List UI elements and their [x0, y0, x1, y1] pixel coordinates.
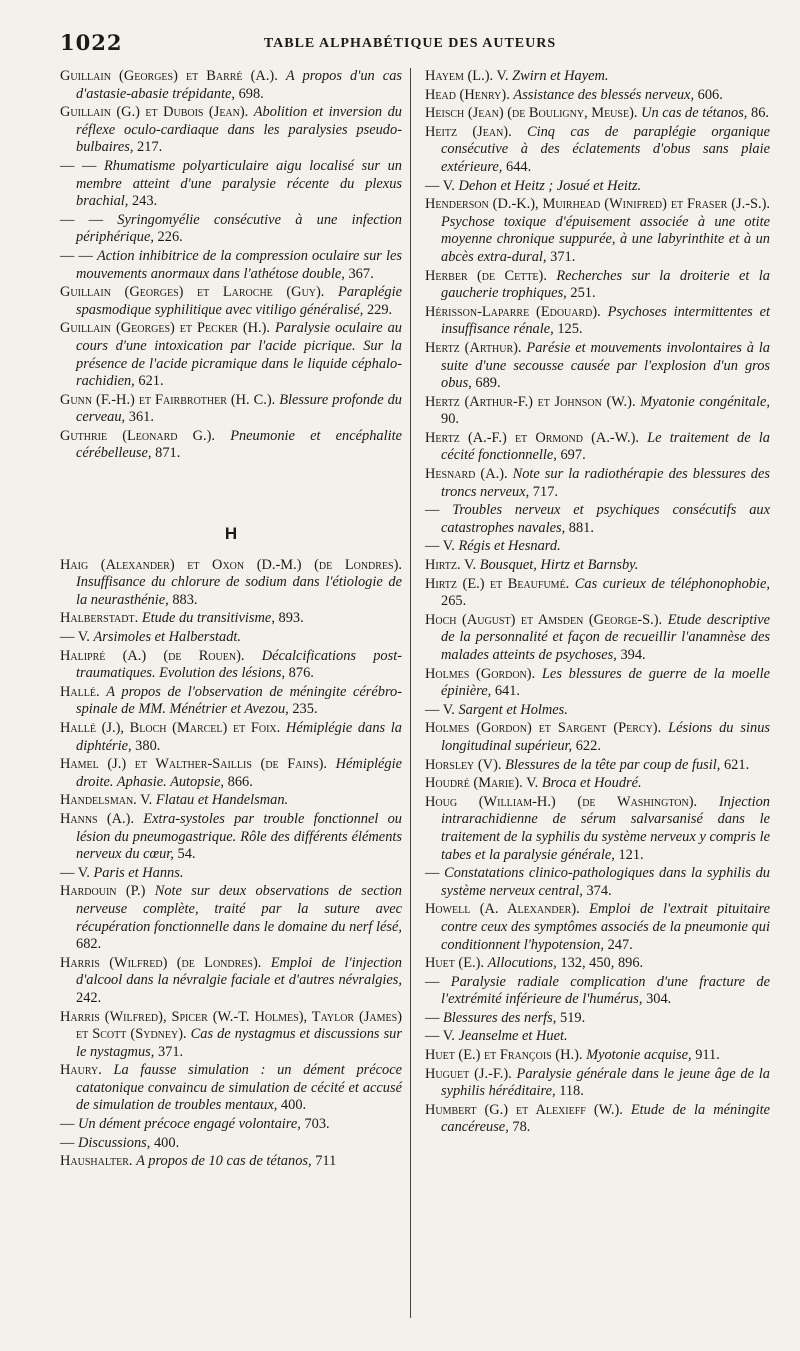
entry-title: Insuffisance du chlorure de sodium dans l'étiologie de la neurasthénie, [76, 574, 402, 608]
entry-title: Etude de la méningite cancéreuse, [441, 1101, 770, 1136]
entry-title: Hémiplégie dans la diphtérie, [76, 720, 402, 754]
entry-title: Broca et Houdré. [541, 775, 642, 792]
entry-page-ref: 703. [304, 1116, 330, 1133]
index-entry [425, 702, 770, 720]
entry-page-ref: 689. [475, 375, 501, 392]
entry-page-ref: 400. [153, 1134, 180, 1151]
entry-page-ref: 622. [575, 737, 601, 754]
entry-title: A propos d'un cas d'astasie-abasie trépidante, [76, 68, 402, 102]
entry-title: Action inhibitrice de la compression oculaire sur les mouvements anormaux dans l'athétose double, [76, 247, 402, 282]
index-entry [425, 105, 770, 123]
entry-title: Jeanselme et Huet. [458, 1028, 568, 1045]
index-entry [425, 502, 770, 537]
index-entry [60, 557, 402, 610]
entry-authors: — [60, 1134, 75, 1151]
index-entry [425, 1010, 770, 1028]
entry-authors: Hertz (Arthur). [425, 339, 522, 356]
index-entry [425, 196, 770, 266]
entry-page-ref: 374. [586, 882, 612, 899]
entry-authors: Heisch (Jean) (de Bouligny, Meuse). [425, 105, 638, 122]
entry-authors: Holmes (Gordon). [425, 665, 536, 682]
index-entry [425, 466, 770, 501]
index-entry [60, 392, 402, 427]
index-entry [60, 1116, 402, 1134]
entry-page-ref: 367. [348, 265, 374, 282]
entry-page-ref: 217. [137, 139, 163, 156]
entry-authors: Henderson (D.-K.), Muirhead (Winifred) et Fraser (J.-S.). [425, 196, 770, 213]
entry-page-ref: 54. [177, 846, 196, 863]
entry-page-ref: 380. [135, 737, 161, 754]
entry-authors: — V. [60, 864, 90, 881]
entry-page-ref: 121. [618, 846, 644, 863]
index-entry [425, 974, 770, 1009]
entry-page-ref: 371. [157, 1043, 184, 1060]
index-entry [60, 865, 402, 883]
entry-page-ref: 118. [559, 1083, 584, 1100]
entry-page-ref: 242. [76, 989, 102, 1006]
entry-title: Note sur deux observations de section nerveuse complète, traité par la suture avec récupération fonctionnelle dans le domaine du nerf lésé, [76, 883, 402, 935]
entry-authors: Gunn (F.-H.) et Fairbrother (H. C.). [60, 391, 276, 408]
running-title: TABLE ALPHABÉTIQUE DES AUTEURS [263, 36, 557, 51]
entry-page-ref: 697. [560, 447, 586, 464]
entry-authors: Hérisson-Laparre (Edouard). [425, 303, 601, 320]
column-divider [410, 68, 411, 1318]
entry-authors: Haushalter. [60, 1153, 133, 1170]
entry-title: Un cas de tétanos, [641, 105, 748, 122]
index-entry [60, 284, 402, 319]
entry-title: Paraplégie spasmodique syphilitique avec vitiligo généralisé, [76, 284, 402, 318]
entry-authors: Head (Henry). [425, 86, 510, 103]
index-entry [60, 955, 402, 1008]
entry-title: Myatonie congénitale, [640, 393, 770, 410]
index-entry [425, 268, 770, 303]
index-entry [425, 394, 770, 429]
entry-title: Etude descriptive de la personnalité et façon de recueillir l'anamnèse des malades atteints de psychoses, [441, 611, 770, 663]
entry-authors: Guillain (Georges) et Pecker (H.). [60, 320, 270, 337]
entry-page-ref: 641. [494, 683, 521, 700]
entry-page-ref: 893. [278, 610, 304, 627]
entry-title: Cas de nystagmus et discussions sur le nystagmus, [76, 1026, 402, 1060]
entry-title: Décalcifications post-traumatiques. Evolution des lésions, [76, 647, 402, 682]
entry-authors: — V. [425, 538, 455, 555]
entry-title: Paralysie générale dans le jeune âge de la syphilis héréditaire, [441, 1065, 770, 1100]
entry-page-ref: 682. [76, 936, 102, 953]
entry-authors: Harris (Wilfred), Spicer (W.-T. Holmes), Taylor (James) et Scott (Sydney). [60, 1008, 402, 1043]
entry-authors: Huet (E.) et François (H.). [425, 1047, 583, 1064]
entry-title: Paris et Hanns. [93, 864, 184, 881]
index-entry [425, 124, 770, 177]
index-entry [425, 757, 770, 775]
entry-authors: Hayem (L.). V. [425, 68, 509, 84]
entry-authors: Harris (Wilfred) (de Londres). [60, 954, 262, 971]
entry-title: Constatations clinico-pathologiques dans la syphilis du système nerveux central, [441, 865, 770, 899]
index-entry [425, 666, 770, 701]
index-entry [60, 1062, 402, 1115]
entry-title: Un dément précoce engagé volontaire, [78, 1116, 301, 1133]
entry-authors: Hertz (A.-F.) et Ormond (A.-W.). [425, 429, 639, 446]
entry-authors: Halipré (A.) (de Rouen). [60, 647, 245, 664]
entry-page-ref: 621. [723, 756, 750, 773]
entry-page-ref: 717. [532, 483, 558, 500]
index-entry [60, 648, 402, 683]
entry-authors: Heitz (Jean). [425, 123, 512, 140]
entry-title: Psychose toxique d'épuisement associée à une otite moyenne chronique suppurée, à une labyrinthite et à un abcès extra-dural, [441, 213, 770, 265]
entry-title: Régis et Hesnard. [458, 538, 561, 555]
index-entry [60, 320, 402, 390]
index-entry [425, 1102, 770, 1137]
entry-page-ref: 86. [751, 105, 770, 122]
entry-title: Sargent et Holmes. [458, 701, 568, 718]
entry-page-ref: 132, 450, 896. [560, 955, 644, 972]
entry-title: Extra-systoles par trouble fonctionnel ou lésion du pneumogastrique. Rôle des différents éléments nerveux du cœur, [76, 810, 402, 863]
index-entry [425, 612, 770, 665]
entry-page-ref: 361. [128, 409, 154, 426]
entry-title: Paralysie radiale complication d'une fracture de l'extrémité inférieure de l'humérus, [441, 973, 770, 1008]
entry-title: Parésie et mouvements involontaires à la suite d'une secousse causée par l'explosion d'un gros obus, [441, 339, 770, 392]
entry-page-ref: 243. [131, 193, 158, 210]
entry-page-ref: 519. [560, 1009, 586, 1026]
index-entry [60, 104, 402, 157]
entry-title: Injection intrarachidienne de sérum salvarsanisé dans le traitement de la syphilis du système nerveux y compris le tabes et la paralysie générale, [441, 793, 770, 863]
entry-title: Etude du transitivisme, [141, 610, 275, 627]
entry-page-ref: 871. [155, 445, 181, 462]
entry-authors: Hirtz (E.) et Beaufumé. [425, 575, 570, 592]
entry-title: Zwirn et Hayem. [512, 68, 609, 84]
entry-title: Rhumatisme polyarticulaire aigu localisé sur un membre atteint d'une paralysie récente du plexus brachial, [76, 157, 402, 210]
entry-title: Emploi de l'injection d'alcool dans la névralgie faciale et d'autres névralgies, [76, 954, 402, 989]
entry-authors: — [60, 1116, 75, 1133]
index-entry [425, 1028, 770, 1046]
entry-authors: Houdré (Marie). V. [425, 775, 539, 792]
entry-title: Blessures des nerfs, [443, 1009, 557, 1026]
index-entry [60, 629, 402, 647]
entry-authors: — [425, 973, 440, 990]
entry-title: Blessures de la tête par coup de fusil, [505, 756, 721, 773]
index-entry [60, 1009, 402, 1062]
entry-authors: Guillain (Georges) et Laroche (Guy). [60, 284, 325, 301]
entry-authors: Hardouin (P.) [60, 883, 146, 900]
index-entry [425, 304, 770, 339]
entry-title: Psychoses intermittentes et insuffisance rénale, [441, 303, 770, 338]
entry-title: Assistance des blessés nerveux, [513, 86, 695, 103]
entry-authors: — — [60, 211, 104, 228]
entry-page-ref: 247. [607, 936, 633, 953]
entry-page-ref: 90. [441, 411, 459, 428]
entry-page-ref: 911. [695, 1047, 720, 1064]
entry-authors: Handelsman. V. [60, 792, 153, 809]
entry-authors: — [425, 502, 440, 519]
index-entry [425, 794, 770, 864]
index-entry [60, 68, 402, 103]
index-entry [425, 775, 770, 793]
entry-title: Hémiplégie droite. Aphasie. Autopsie, [76, 756, 402, 790]
index-entry [425, 865, 770, 900]
entry-page-ref: 881. [568, 519, 594, 536]
entry-authors: Hertz (Arthur-F.) et Johnson (W.). [425, 393, 636, 410]
index-entry [60, 610, 402, 628]
entry-authors: Halberstadt. [60, 610, 139, 627]
index-entry [425, 538, 770, 556]
index-entry [425, 901, 770, 954]
entry-authors: — — [60, 247, 93, 264]
index-entry [60, 792, 402, 810]
entry-page-ref: 265. [441, 593, 467, 610]
entry-title: Le traitement de la cécité fonctionnelle, [441, 429, 770, 464]
entry-title: Dehon et Heitz ; Josué et Heitz. [458, 177, 642, 194]
entry-title: Blessure profonde du cerveau, [76, 391, 402, 426]
index-entry [60, 720, 402, 755]
index-entry [425, 955, 770, 973]
entry-title: Syringomyélie consécutive à une infection périphérique, [76, 211, 402, 246]
entry-authors: — V. [425, 177, 455, 194]
entry-title: Emploi de l'extrait pituitaire contre ceux des symptômes associés de la pneumonie qui conditionnent l'hypotension, [441, 901, 770, 953]
section-letter-h: H [224, 524, 238, 544]
entry-authors: Huet (E.). [425, 955, 484, 972]
entry-title: Cinq cas de paraplégie organique consécutive à des éclatements d'obus sans plaie extérieure, [441, 123, 770, 175]
entry-title: Recherches sur la droiterie et la gaucherie trophiques, [441, 267, 770, 302]
left-column [60, 68, 402, 1172]
entry-authors: Horsley (V). [425, 756, 502, 773]
entry-authors: — V. [60, 629, 90, 646]
entry-page-ref: 229. [366, 301, 393, 318]
page-number: 1022 [60, 30, 123, 55]
entry-title: Paralysie oculaire au cours d'une intoxication par l'acide picrique. Sur la présence de l'acide picramique dans le liquide céphalo-rachidien, [76, 320, 402, 390]
entry-title: Arsimoles et Halberstadt. [93, 629, 241, 646]
entry-authors: Guthrie (Leonard G.). [60, 427, 216, 444]
entry-authors: — [425, 865, 440, 882]
entry-authors: — V. [425, 701, 455, 718]
entry-page-ref: 304. [646, 991, 672, 1008]
index-entry [60, 756, 402, 791]
entry-page-ref: 698. [238, 85, 264, 102]
index-entry [425, 1047, 770, 1065]
entry-page-ref: 711 [315, 1153, 337, 1170]
entry-page-ref: 876. [288, 665, 314, 682]
index-entry [60, 811, 402, 864]
entry-page-ref: 251. [570, 285, 596, 302]
entry-page-ref: 78. [512, 1119, 531, 1136]
entry-authors: — — [60, 157, 97, 174]
entry-page-ref: 371. [550, 248, 576, 265]
entry-page-ref: 125. [557, 321, 583, 338]
entry-title: La fausse simulation : un dément précoce catatonique convaincu de simulation de cécité et accusé de simulation de troubles mentaux, [76, 1062, 402, 1114]
entry-page-ref: 606. [697, 86, 723, 103]
entry-authors: Herber (de Cette). [425, 267, 547, 284]
entry-page-ref: 621. [138, 373, 164, 390]
entry-authors: Holmes (Gordon) et Sargent (Percy). [425, 720, 662, 737]
index-entry [60, 1153, 402, 1171]
entry-authors: Houg (William-H.) (de Washington). [425, 793, 698, 810]
entry-title: Abolition et inversion du réflexe oculo-cardiaque dans les paralysies pseudo-bulbaires, [76, 104, 402, 156]
entry-title: Note sur la radiothérapie des blessures des troncs nerveux, [441, 466, 770, 500]
entry-authors: Hallé (J.), Bloch (Marcel) et Foix. [60, 720, 281, 736]
entry-authors: Hesnard (A.). [425, 466, 508, 483]
entry-authors: Huguet (J.-F.). [425, 1065, 512, 1082]
index-entry [60, 248, 402, 283]
page-header [60, 30, 760, 60]
entry-page-ref: 644. [506, 158, 532, 175]
index-entry [60, 1135, 402, 1153]
entry-authors: Guillain (Georges) et Barré (A.). [60, 68, 278, 84]
entry-page-ref: 866. [227, 773, 253, 790]
entry-title: Flatau et Handelsman. [155, 792, 289, 809]
entry-authors: — V. [425, 1028, 455, 1045]
right-column [425, 68, 770, 1138]
index-entry [425, 430, 770, 465]
entry-authors: Howell (A. Alexander). [425, 901, 580, 918]
index-entry [425, 87, 770, 105]
index-entry [425, 576, 770, 611]
index-entry [425, 178, 770, 196]
entry-title: Lésions du sinus longitudinal supérieur, [441, 720, 770, 754]
entry-title: Les blessures de guerre de la moelle épinière, [441, 665, 770, 700]
entry-page-ref: 235. [292, 701, 318, 718]
entry-authors: Guillain (G.) et Dubois (Jean). [60, 104, 249, 121]
entry-authors: Hamel (J.) et Walther-Saillis (de Fains). [60, 756, 328, 773]
entry-title: A propos de 10 cas de tétanos, [136, 1153, 312, 1170]
entry-title: Pneumonie et encéphalite cérébelleuse, [76, 427, 402, 462]
entry-title: A propos de l'observation de méningite cérébro-spinale de MM. Ménétrier et Avezou, [76, 683, 402, 718]
index-entry [425, 720, 770, 755]
entry-title: Troubles nerveux et psychiques consécutifs aux catastrophes navales, [441, 502, 770, 536]
entry-authors: Haig (Alexander) et Oxon (D.-M.) (de Londres). [60, 556, 402, 573]
entry-authors: Hallé. [60, 683, 100, 700]
index-entry [425, 1066, 770, 1101]
entry-authors: Humbert (G.) et Alexieff (W.). [425, 1101, 623, 1118]
index-entry [60, 428, 402, 463]
entry-title: Bousquet, Hirtz et Barnsby. [479, 557, 639, 574]
entry-title: Myotonie acquise, [586, 1047, 692, 1064]
entry-authors: Haury. [60, 1062, 102, 1079]
entry-title: Cas curieux de téléphonophobie, [574, 575, 770, 592]
entry-authors: — [425, 1009, 440, 1026]
index-entry [60, 883, 402, 953]
index-entry [60, 684, 402, 719]
index-entry [60, 158, 402, 211]
entry-page-ref: 883. [172, 591, 198, 608]
entry-title: Discussions, [78, 1134, 151, 1151]
entry-title: Allocutions, [487, 955, 557, 972]
entry-page-ref: 394. [620, 647, 646, 663]
index-entry [60, 212, 402, 247]
entry-page-ref: 400. [280, 1097, 307, 1114]
index-entry [425, 340, 770, 393]
entry-authors: Hanns (A.). [60, 810, 135, 827]
entry-authors: Hirtz. V. [425, 557, 477, 574]
entry-authors: Hoch (August) et Amsden (George-S.). [425, 611, 663, 628]
entry-page-ref: 226. [157, 229, 183, 246]
index-entry [425, 68, 770, 86]
index-entry [425, 557, 770, 575]
